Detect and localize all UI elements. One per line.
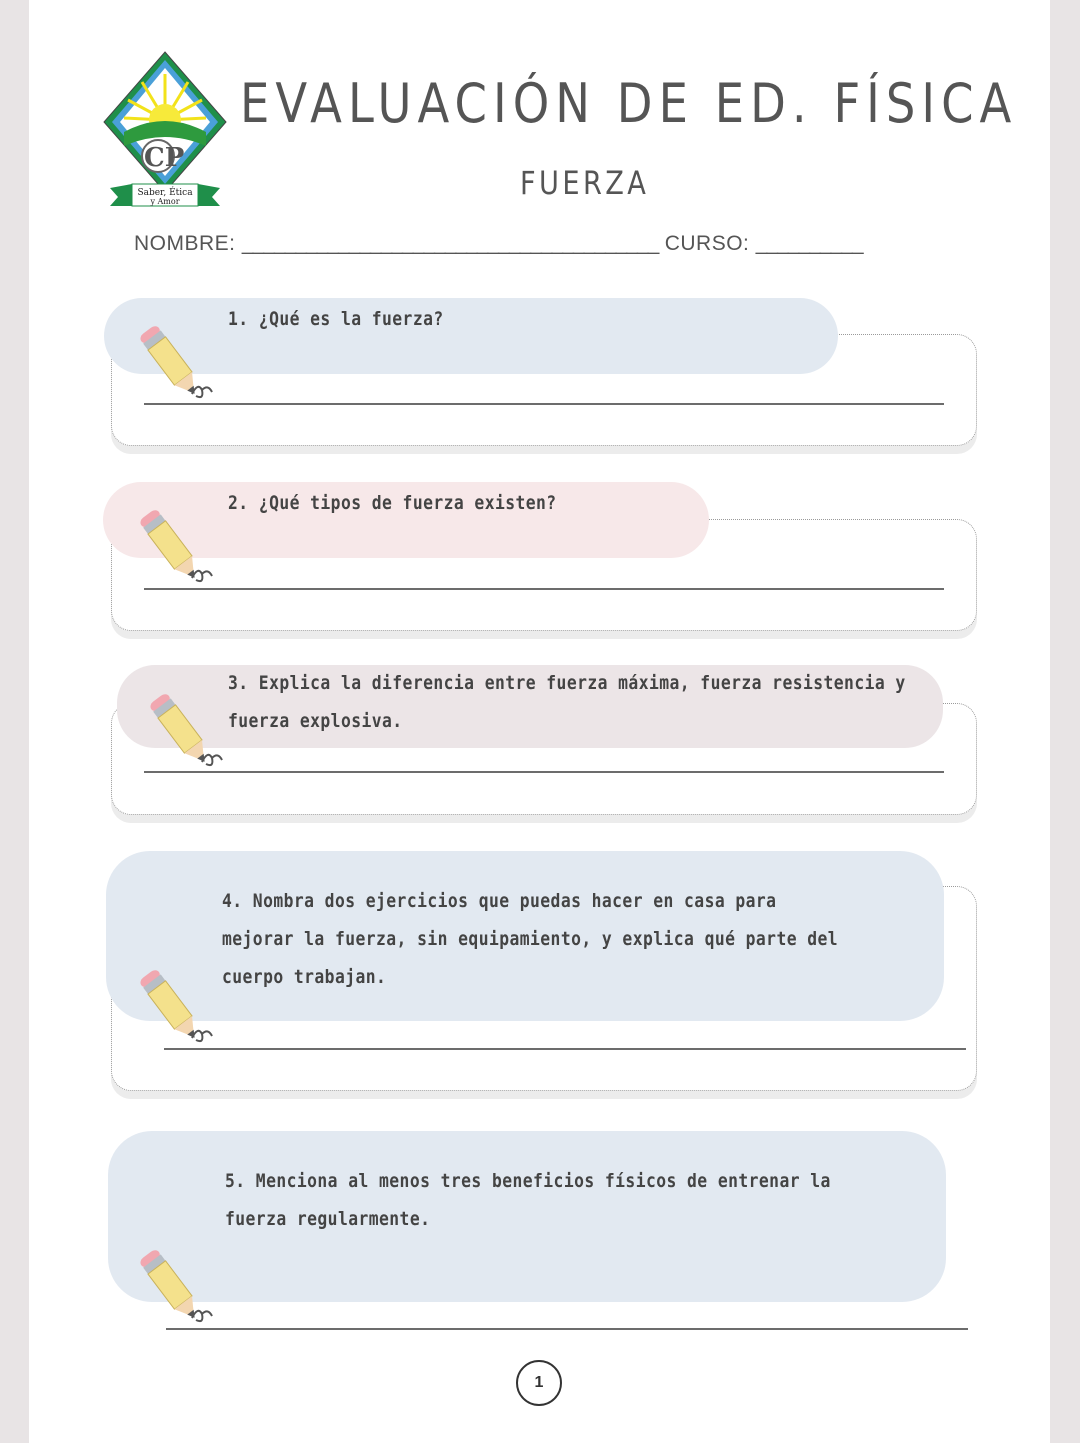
svg-text:y Amor: y Amor <box>150 197 180 206</box>
pencil-icon <box>130 1240 214 1332</box>
svg-text:Saber, Ética: Saber, Ética <box>137 188 193 198</box>
question-4-line-2: mejorar la fuerza, sin equipamiento, y explica qué parte del <box>222 928 839 950</box>
question-5-line-2: fuerza regularmente. <box>225 1208 431 1230</box>
question-5-text <box>225 1162 831 1238</box>
pencil-icon <box>130 500 214 592</box>
svg-text:CP: CP <box>144 143 185 173</box>
answer-line-4[interactable] <box>164 1048 966 1050</box>
question-4-line-1: 4. Nombra dos ejercicios que puedas hacer en casa para <box>222 890 777 912</box>
worksheet-title: EVALUACIÓN DE ED. FÍSICA <box>240 72 1018 135</box>
student-info-row <box>134 232 949 256</box>
question-pill-1 <box>104 298 838 374</box>
answer-line-1[interactable] <box>144 403 944 405</box>
name-field[interactable]: _______________________________________ <box>241 232 659 255</box>
worksheet-subtitle: FUERZA <box>520 164 650 202</box>
question-1-text: 1. ¿Qué es la fuerza? <box>228 308 444 330</box>
question-3-text <box>228 664 906 740</box>
answer-line-5[interactable] <box>166 1328 968 1330</box>
page-number: 1 <box>516 1360 562 1406</box>
question-2-text: 2. ¿Qué tipos de fuerza existen? <box>228 492 557 514</box>
question-3-line-1: 3. Explica la diferencia entre fuerza máxima, fuerza resistencia y <box>228 672 906 694</box>
answer-line-2[interactable] <box>144 588 944 590</box>
course-label: CURSO: <box>664 232 750 255</box>
answer-line-3[interactable] <box>144 771 944 773</box>
question-4-text <box>222 882 838 996</box>
question-3-line-2: fuerza explosiva. <box>228 710 403 732</box>
pencil-icon <box>130 316 214 408</box>
name-label: NOMBRE: <box>134 232 236 255</box>
pencil-icon <box>130 960 214 1052</box>
question-5-line-1: 5. Menciona al menos tres beneficios físicos de entrenar la <box>225 1170 831 1192</box>
course-field[interactable]: __________ <box>755 232 863 255</box>
school-logo <box>102 50 228 214</box>
pencil-icon <box>140 684 224 776</box>
question-4-line-3: cuerpo trabajan. <box>222 966 387 988</box>
